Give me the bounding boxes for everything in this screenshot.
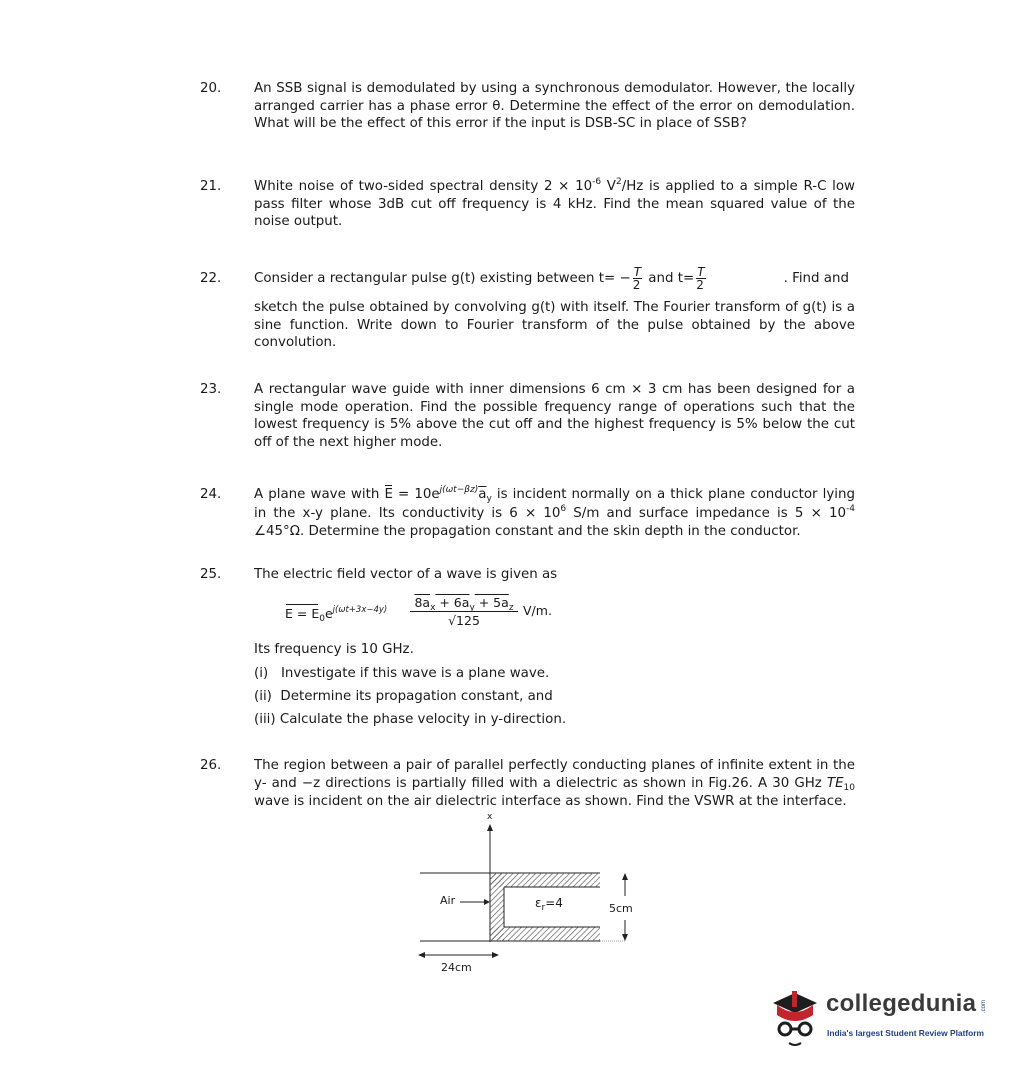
width-label: 24cm: [441, 961, 472, 974]
x-axis-arrow-icon: [487, 824, 493, 831]
height-arrow-down-icon: [622, 934, 628, 941]
logo-domain: .com: [981, 1000, 987, 1014]
sub-item-1: (i) Investigate if this wave is a plane wave.: [254, 666, 550, 681]
fraction: $\frac{T}{2}$: [696, 264, 705, 292]
logo-tagline: India's largest Student Review Platform: [827, 1028, 984, 1038]
question-text: Consider a rectangular pulse g(t) existing between t= − $\frac{T}{2}$ and t= $\frac{T}{2}$ . Find and sketch the pulse obtained by convolving g(t) with itself. The Fourier transform of g(t) is a sine function. Write down to Fourier transform of the pulse obtained by the above convolution.: [254, 264, 855, 351]
height-label: 5cm: [609, 902, 633, 915]
bottom-conductor-hatch: [490, 927, 600, 941]
question-number: 25.: [200, 567, 222, 582]
height-arrow-up-icon: [622, 873, 628, 880]
x-axis-label: x: [487, 812, 493, 822]
logo-wordmark: collegedunia: [826, 990, 977, 1017]
question-text: A plane wave with $E = 10e^{j(\omega t-\beta z)}\overline{a}_y$ is incident normally on a thick plane conductor lying in the x-y plane. Its conductivity is $6 \times 10^6$ S/m and surface impedance is $5 \times 10^{-4}$ ∠45°Ω. Determine the propagation constant and the skin depth in the conductor.: [254, 485, 856, 539]
fraction: $\frac{T}{2}$: [632, 264, 642, 292]
question-number: 24.: [200, 487, 222, 502]
top-conductor-hatch: [490, 873, 600, 887]
question-text: An SSB signal is demodulated by using a synchronous demodulator. However, the locally arranged carrier has a phase error θ. Determine the effect of the error on demodulation. What will be the effect of this error if the input is DSB-SC in place of SSB?: [254, 81, 855, 132]
question-text: The region between a pair of parallel perfectly conducting planes of infinite extent in the y- and −z directions is partially filled with a dielectric as shown in Fig.26. A 30 GHz $TE_{10}$ wave is incident on the air dielectric interface as shown. Find the VSWR at the interface.: [254, 758, 855, 809]
question-text: The electric field vector of a wave is given as: [254, 567, 558, 582]
sub-item-3: (iii) Calculate the phase velocity in y-direction.: [254, 712, 567, 727]
question-number: 21.: [200, 179, 222, 194]
frequency-text: Its frequency is 10 GHz.: [254, 642, 414, 657]
dielectric-label: $\varepsilon_r=4$: [535, 896, 563, 913]
incident-arrow-icon: [484, 899, 490, 905]
question-number: 22.: [200, 271, 222, 286]
question-text: A rectangular wave guide with inner dimensions 6 cm × 3 cm has been designed for a single mode operation. Find the possible frequency range of operations such that the lowest frequency is 5% above the cut off and the highest frequency is 5% below the cut off of the next higher mode.: [254, 382, 855, 450]
question-number: 23.: [200, 382, 222, 397]
sub-item-2: (ii) Determine its propagation constant, and: [254, 689, 553, 704]
question-number: 20.: [200, 81, 222, 96]
air-label: Air: [440, 894, 456, 907]
question-text: White noise of two-sided spectral density $2 \times 10^{-6}$ $V^2/Hz$ is applied to a simple R-C low pass filter whose 3dB cut off frequency is 4 kHz. Find the mean squared value of the noise output.: [254, 177, 855, 230]
left-conductor-hatch: [490, 873, 504, 941]
width-arrow-right-icon: [492, 952, 499, 958]
question-number: 26.: [200, 758, 222, 773]
width-arrow-left-icon: [418, 952, 425, 958]
